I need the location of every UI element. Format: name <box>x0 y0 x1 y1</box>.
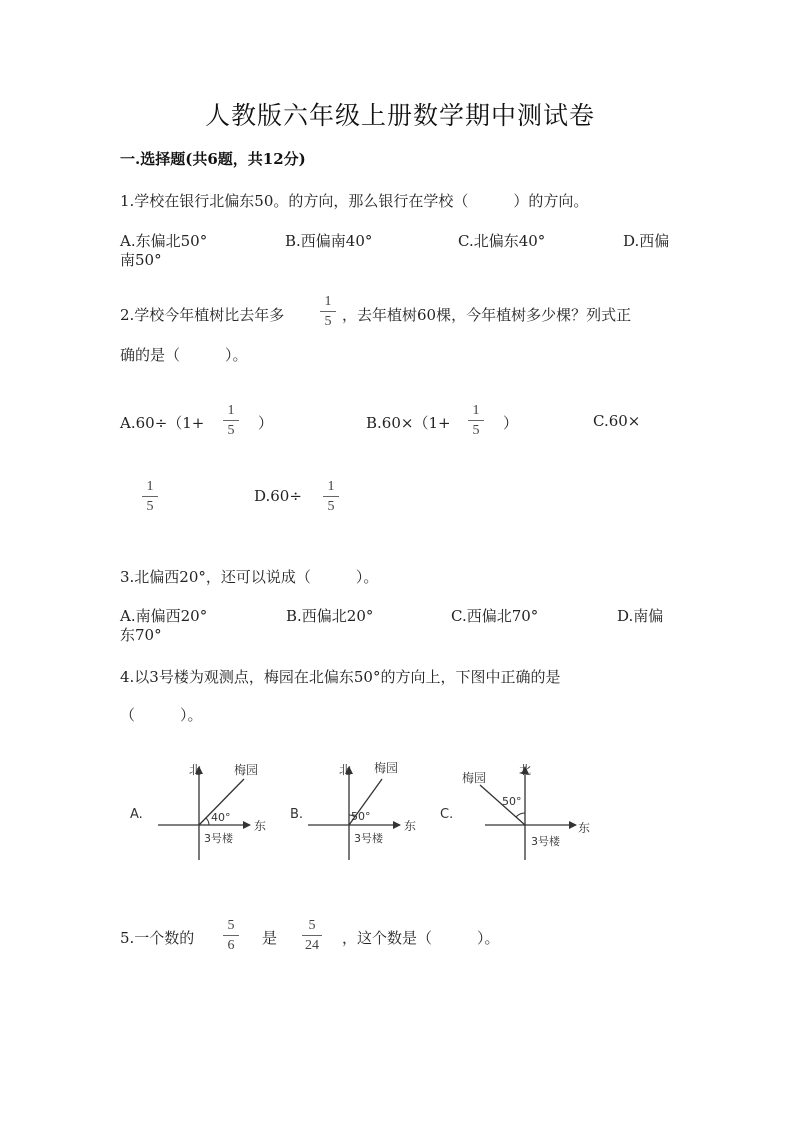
q2-stem-part3: 确的是（ ）。 <box>120 346 248 364</box>
fraction-numerator: 1 <box>324 294 332 309</box>
diagram-c-letter: C. <box>440 807 454 822</box>
q5-fraction-1 <box>221 918 241 954</box>
fraction-denominator: 5 <box>324 314 332 329</box>
q3-option-b: B.西偏北20° <box>286 607 374 625</box>
east-label: 东 <box>578 821 591 835</box>
q2-stem-part2: ，去年植树60棵，今年植树多少棵？列式正 <box>342 306 632 324</box>
north-label: 北 <box>339 763 352 777</box>
fraction-bar <box>223 935 239 936</box>
fraction-bar <box>142 496 158 497</box>
angle-arc <box>516 813 525 817</box>
q2-option-c-fraction <box>140 479 160 515</box>
q1-stem: 1.学校在银行北偏东50。的方向，那么银行在学校（ ）的方向。 <box>120 192 589 210</box>
q3-option-c: C.西偏北70° <box>451 607 539 625</box>
origin-label: 3号楼 <box>354 832 383 845</box>
q2-stem-fraction <box>318 294 338 330</box>
diagram-b <box>290 760 416 860</box>
q2-option-c: C.60× <box>593 412 641 430</box>
target-label: 梅园 <box>462 771 487 785</box>
q2-option-a: A.60÷（1+ <box>120 414 205 432</box>
fraction-denominator: 5 <box>227 423 235 438</box>
fraction-numerator: 1 <box>327 479 335 494</box>
east-label: 东 <box>404 819 417 833</box>
fraction-denominator: 5 <box>472 423 480 438</box>
fraction-numerator: 5 <box>227 918 235 933</box>
target-label: 梅园 <box>374 761 399 775</box>
origin-label: 3号楼 <box>204 832 233 845</box>
q2-option-b-close: ） <box>503 414 519 432</box>
east-label: 东 <box>254 819 267 833</box>
angle-arc <box>206 818 209 825</box>
angle-label: 40° <box>211 811 231 824</box>
q5-fraction-2 <box>300 918 324 954</box>
q2-option-a-close: ） <box>258 414 274 432</box>
fraction-bar <box>302 935 322 936</box>
q2-option-a-fraction <box>221 403 241 439</box>
fraction-numerator: 5 <box>308 918 316 933</box>
q1-option-a: A.东偏北50° <box>120 232 208 250</box>
target-label: 梅园 <box>234 763 259 777</box>
diagram-c <box>440 763 590 860</box>
q2-option-d: D.60÷ <box>254 487 302 505</box>
q5-stem-part2: 是 <box>262 929 278 947</box>
q3-option-a: A.南偏西20° <box>120 607 208 625</box>
fraction-denominator: 5 <box>327 499 335 514</box>
fraction-denominator: 5 <box>146 499 154 514</box>
q1-option-d: D.西偏 <box>623 232 670 250</box>
page-title: 人教版六年级上册数学期中测试卷 <box>204 101 595 130</box>
q3-stem: 3.北偏西20°，还可以说成（ ）。 <box>120 568 379 586</box>
diagram-b-letter: B. <box>290 807 304 822</box>
fraction-bar <box>223 420 239 421</box>
diagram-a <box>130 762 266 860</box>
q2-option-d-fraction <box>321 479 341 515</box>
q3-option-d-continued: 东70° <box>120 626 162 644</box>
diagram-a-letter: A. <box>130 807 143 822</box>
fraction-bar <box>323 496 339 497</box>
north-label: 北 <box>189 763 202 777</box>
fraction-numerator: 1 <box>146 479 154 494</box>
fraction-numerator: 1 <box>472 403 480 418</box>
q2-option-b: B.60×（1+ <box>366 414 451 432</box>
angle-label: 50° <box>351 810 371 823</box>
q4-stem: 4.以3号楼为观测点，梅园在北偏东50°的方向上，下图中正确的是 <box>120 668 561 686</box>
angle-label: 50° <box>502 795 522 808</box>
q2-option-b-fraction <box>466 403 486 439</box>
fraction-bar <box>468 420 484 421</box>
fraction-numerator: 1 <box>227 403 235 418</box>
q3-option-d: D.南偏 <box>617 607 664 625</box>
q1-option-b: B.西偏南40° <box>285 232 373 250</box>
section-heading: 一.选择题(共6题，共12分) <box>120 150 306 168</box>
origin-label: 3号楼 <box>531 835 560 848</box>
q4-stem-continued: （ ）。 <box>120 706 203 724</box>
q5-stem-part1: 5.一个数的 <box>120 929 195 947</box>
fraction-bar <box>320 311 336 312</box>
q5-stem-part3: ，这个数是（ ）。 <box>342 929 500 947</box>
fraction-denominator: 6 <box>227 938 235 953</box>
q4-diagrams <box>120 752 600 872</box>
fraction-denominator: 24 <box>305 938 319 953</box>
north-label: 北 <box>519 763 532 777</box>
q2-stem-part1: 2.学校今年植树比去年多 <box>120 306 285 324</box>
q1-option-d-continued: 南50° <box>120 251 162 269</box>
q1-option-c: C.北偏东40° <box>458 232 546 250</box>
